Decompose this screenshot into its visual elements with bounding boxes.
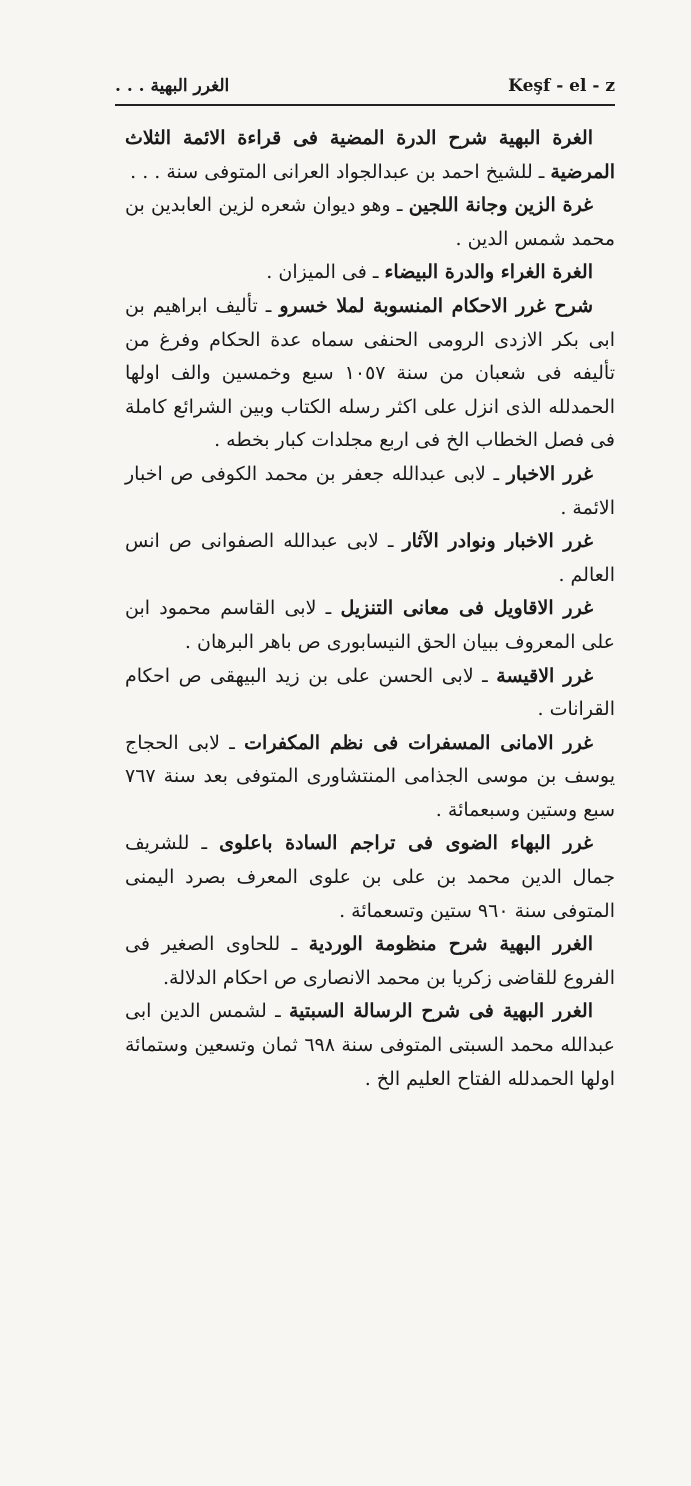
entry-body: ـ لابى عبدالله جعفر بن محمد الكوفى ص اخبار الائمة . (125, 462, 615, 519)
entry-body: ـ لشمس الدين ابى عبدالله محمد السبتى المتوفى سنة ٦٩٨ ثمان وتسعين وستمائة اولها الحمدلله الفتاح العليم الخ . (125, 1000, 615, 1090)
entry-title: الغرة البهية شرح الدرة المضية فى قراءة الائمة الثلاث المرضية (125, 127, 615, 183)
entry (125, 290, 615, 458)
running-head-latin: Keşf - el - z (508, 76, 615, 96)
entry (125, 592, 615, 659)
entry (125, 525, 615, 592)
entry-body: ـ للشريف جمال الدين محمد بن على بن علوى المعرف بصرد اليمنى المتوفى سنة ٩٦٠ ستين وتسعمائة . (125, 832, 615, 922)
entry (125, 827, 615, 928)
entry-title: غرر الاقاويل فى معانى التنزيل (340, 597, 594, 620)
entry (125, 458, 615, 525)
entry-body: ـ لابى الحسن على بن زيد البيهقى ص احكام القرانات . (125, 664, 615, 721)
entry-title: الغرر البهية فى شرح الرسالة السبتية (288, 1000, 593, 1023)
running-title: الغرر البهية . . . (115, 76, 230, 96)
header-rule (115, 104, 615, 106)
entry-title: غرر الامانى المسفرات فى نظم المكفرات (244, 731, 593, 754)
entry-title: الغرة الغراء والدرة البيضاء (384, 261, 593, 284)
entry-title: غرة الزين وجانة اللجين (408, 194, 593, 217)
entry-title: الغرر البهية شرح منظومة الوردية (308, 933, 593, 956)
entry-title: غرر البهاء الضوى فى تراجم السادة باعلوى (219, 832, 593, 855)
entry (125, 189, 615, 256)
entry-body: ـ تأليف ابراهيم بن ابى بكر الازدى الرومى الحنفى سماه عدة الحكام وفرغ من تأليفه فى شعبان من سنة ١٠٥٧ سبع وخمسين والف اولها الحمدلله الذى انزل على اكثر رسله الكتاب وبين الشرائع كاملة فى فصل الخطاب الخ فى اربع مجلدات كبار بخطه . (125, 294, 615, 452)
entry-body: ـ فى الميزان . (266, 261, 385, 284)
page-header (115, 70, 615, 110)
entry (125, 727, 615, 828)
entry-title: غرر الاخبار ونوادر الآثار (402, 530, 593, 553)
entry (125, 995, 615, 1096)
entries-column (125, 122, 615, 1096)
entry-title: غرر الاقيسة (496, 664, 594, 687)
entry-body: ـ للحاوى الصغير فى الفروع للقاضى زكريا بن محمد الانصارى ص احكام الدلالة. (125, 933, 615, 989)
entry (125, 256, 615, 290)
entry-title: غرر الاخبار (506, 462, 593, 485)
entry-body: ـ لابى القاسم محمود ابن على المعروف ببيان الحق النيسابورى ص باهر البرهان . (125, 597, 615, 653)
entry-body: ـ لابى عبدالله الصفوانى ص انس العالم . (125, 530, 615, 586)
entry (125, 660, 615, 727)
entry-body: ـ وهو ديوان شعره لزين العابدين بن محمد شمس الدين . (125, 194, 615, 250)
entry-title: شرح غرر الاحكام المنسوبة لملا خسرو (279, 294, 593, 317)
entry-body: ـ لابى الحجاج يوسف بن موسى الجذامى المنتشاورى المتوفى بعد سنة ٧٦٧ سبع وستين وسبعمائة . (125, 731, 615, 821)
entry (125, 928, 615, 995)
entry (125, 122, 615, 189)
entry-body: ـ للشيخ احمد بن عبدالجواد العرانى المتوفى سنة . . . (130, 160, 551, 183)
